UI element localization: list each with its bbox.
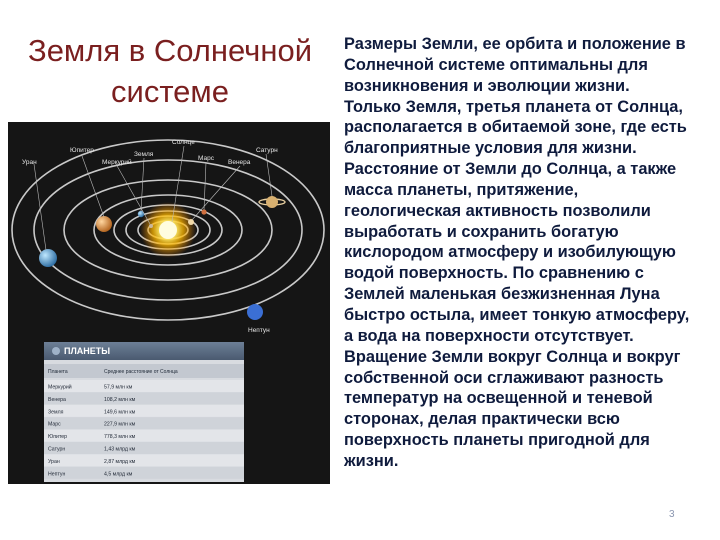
- table-cell-distance: 149,6 млн км: [104, 409, 136, 416]
- table-cell-planet: Уран: [48, 458, 60, 465]
- table-cell-planet: Нептун: [48, 471, 66, 478]
- table-row: [44, 417, 244, 429]
- body-text-line: выработать и сохранить богатую: [344, 222, 619, 241]
- body-text-line: геологическая активность позволили: [344, 201, 651, 220]
- planets-table: [44, 342, 244, 482]
- mercury-icon: [149, 224, 153, 228]
- planets-table-col-distance: Среднее расстояние от Солнца: [104, 369, 178, 375]
- label-earth: Земля: [134, 151, 154, 158]
- neptune-icon: [247, 304, 263, 320]
- body-text-line: жизни.: [344, 451, 399, 470]
- body-text-line: Вращение Земли вокруг Солнца и вокруг: [344, 347, 681, 366]
- saturn-icon: [259, 196, 285, 208]
- table-cell-planet: Венера: [48, 396, 66, 403]
- body-text-line: располагается в обитаемой зоне, где есть: [344, 118, 687, 137]
- solar-system-diagram: [8, 122, 330, 484]
- jupiter-icon: [96, 216, 112, 232]
- body-text-line: поверхность планеты пригодной для: [344, 431, 650, 450]
- table-cell-planet: Сатурн: [48, 446, 66, 453]
- label-uranus: Уран: [22, 159, 37, 166]
- label-mars: Марс: [198, 155, 214, 162]
- table-cell-distance: 108,2 млн км: [104, 396, 136, 403]
- sun-icon: [159, 221, 177, 239]
- planets-table-title: ПЛАНЕТЫ: [64, 346, 111, 356]
- table-row: [44, 405, 244, 417]
- planets-table-col-planet: Планета: [48, 369, 68, 375]
- body-text-line: Только Земля, третья планета от Солнца,: [344, 97, 683, 116]
- label-neptune: Нептун: [248, 327, 270, 334]
- label-mercury: Меркурий: [102, 159, 132, 166]
- mars-icon: [201, 209, 206, 214]
- body-text-line: а вода на поверхности отсутствует.: [344, 326, 634, 345]
- body-text-line: благоприятные условия для жизни.: [344, 139, 637, 158]
- body-text-line: масса планеты, притяжение,: [344, 180, 579, 199]
- label-saturn: Сатурн: [256, 147, 278, 154]
- bullet-icon: [52, 347, 60, 355]
- table-cell-distance: 227,9 млн км: [104, 421, 136, 428]
- venus-icon: [188, 219, 194, 225]
- table-cell-distance: 4,5 млрд км: [104, 471, 133, 478]
- body-text-line: собственной оси сглаживают разность: [344, 368, 664, 387]
- body-text-line: сторонах, делая практически всю: [344, 410, 620, 429]
- body-text-line: Солнечной системе оптимальны для: [344, 55, 648, 74]
- label-sun: Солнце: [172, 139, 195, 146]
- table-cell-distance: 1,43 млрд км: [104, 446, 136, 453]
- uranus-icon: [39, 249, 57, 267]
- label-jupiter: Юпитер: [70, 147, 94, 154]
- table-cell-distance: 778,3 млн км: [104, 434, 136, 441]
- table-cell-planet: Юпитер: [48, 434, 68, 441]
- body-text-line: возникновения и эволюции жизни.: [344, 76, 630, 95]
- table-row: [44, 442, 244, 454]
- table-cell-planet: Меркурий: [48, 384, 72, 391]
- slide-title-line-2: системе: [111, 74, 229, 109]
- body-text-line: Размеры Земли, ее орбита и положение в: [344, 35, 686, 53]
- body-text-line: Землей маленькая безжизненная Луна: [344, 285, 660, 304]
- body-text-line: водой поверхность. По сравнению с: [344, 264, 644, 283]
- page-number: 3: [669, 509, 675, 520]
- slide-title-line-1: Земля в Солнечной: [27, 33, 313, 68]
- label-venus: Венера: [228, 159, 251, 166]
- body-text-line: быстро остыла, имеет тонкую атмосферу,: [344, 305, 690, 324]
- table-row: [44, 454, 244, 466]
- body-text-line: Расстояние от Земли до Солнца, а также: [344, 160, 677, 179]
- table-cell-planet: Земля: [48, 409, 64, 416]
- body-text: [344, 34, 718, 472]
- slide-title: [0, 30, 340, 112]
- body-text-line: температур на освещенной и теневой: [344, 389, 653, 408]
- table-row: [44, 392, 244, 404]
- table-cell-planet: Марс: [48, 421, 61, 428]
- table-cell-distance: 57,9 млн км: [104, 384, 133, 391]
- table-cell-distance: 2,87 млрд км: [104, 458, 136, 465]
- table-row: [44, 467, 244, 479]
- body-text-line: кислородом атмосферу и изобилующую: [344, 243, 676, 262]
- solar-system-illustration: [8, 122, 330, 484]
- table-row: [44, 380, 244, 392]
- table-row: [44, 430, 244, 442]
